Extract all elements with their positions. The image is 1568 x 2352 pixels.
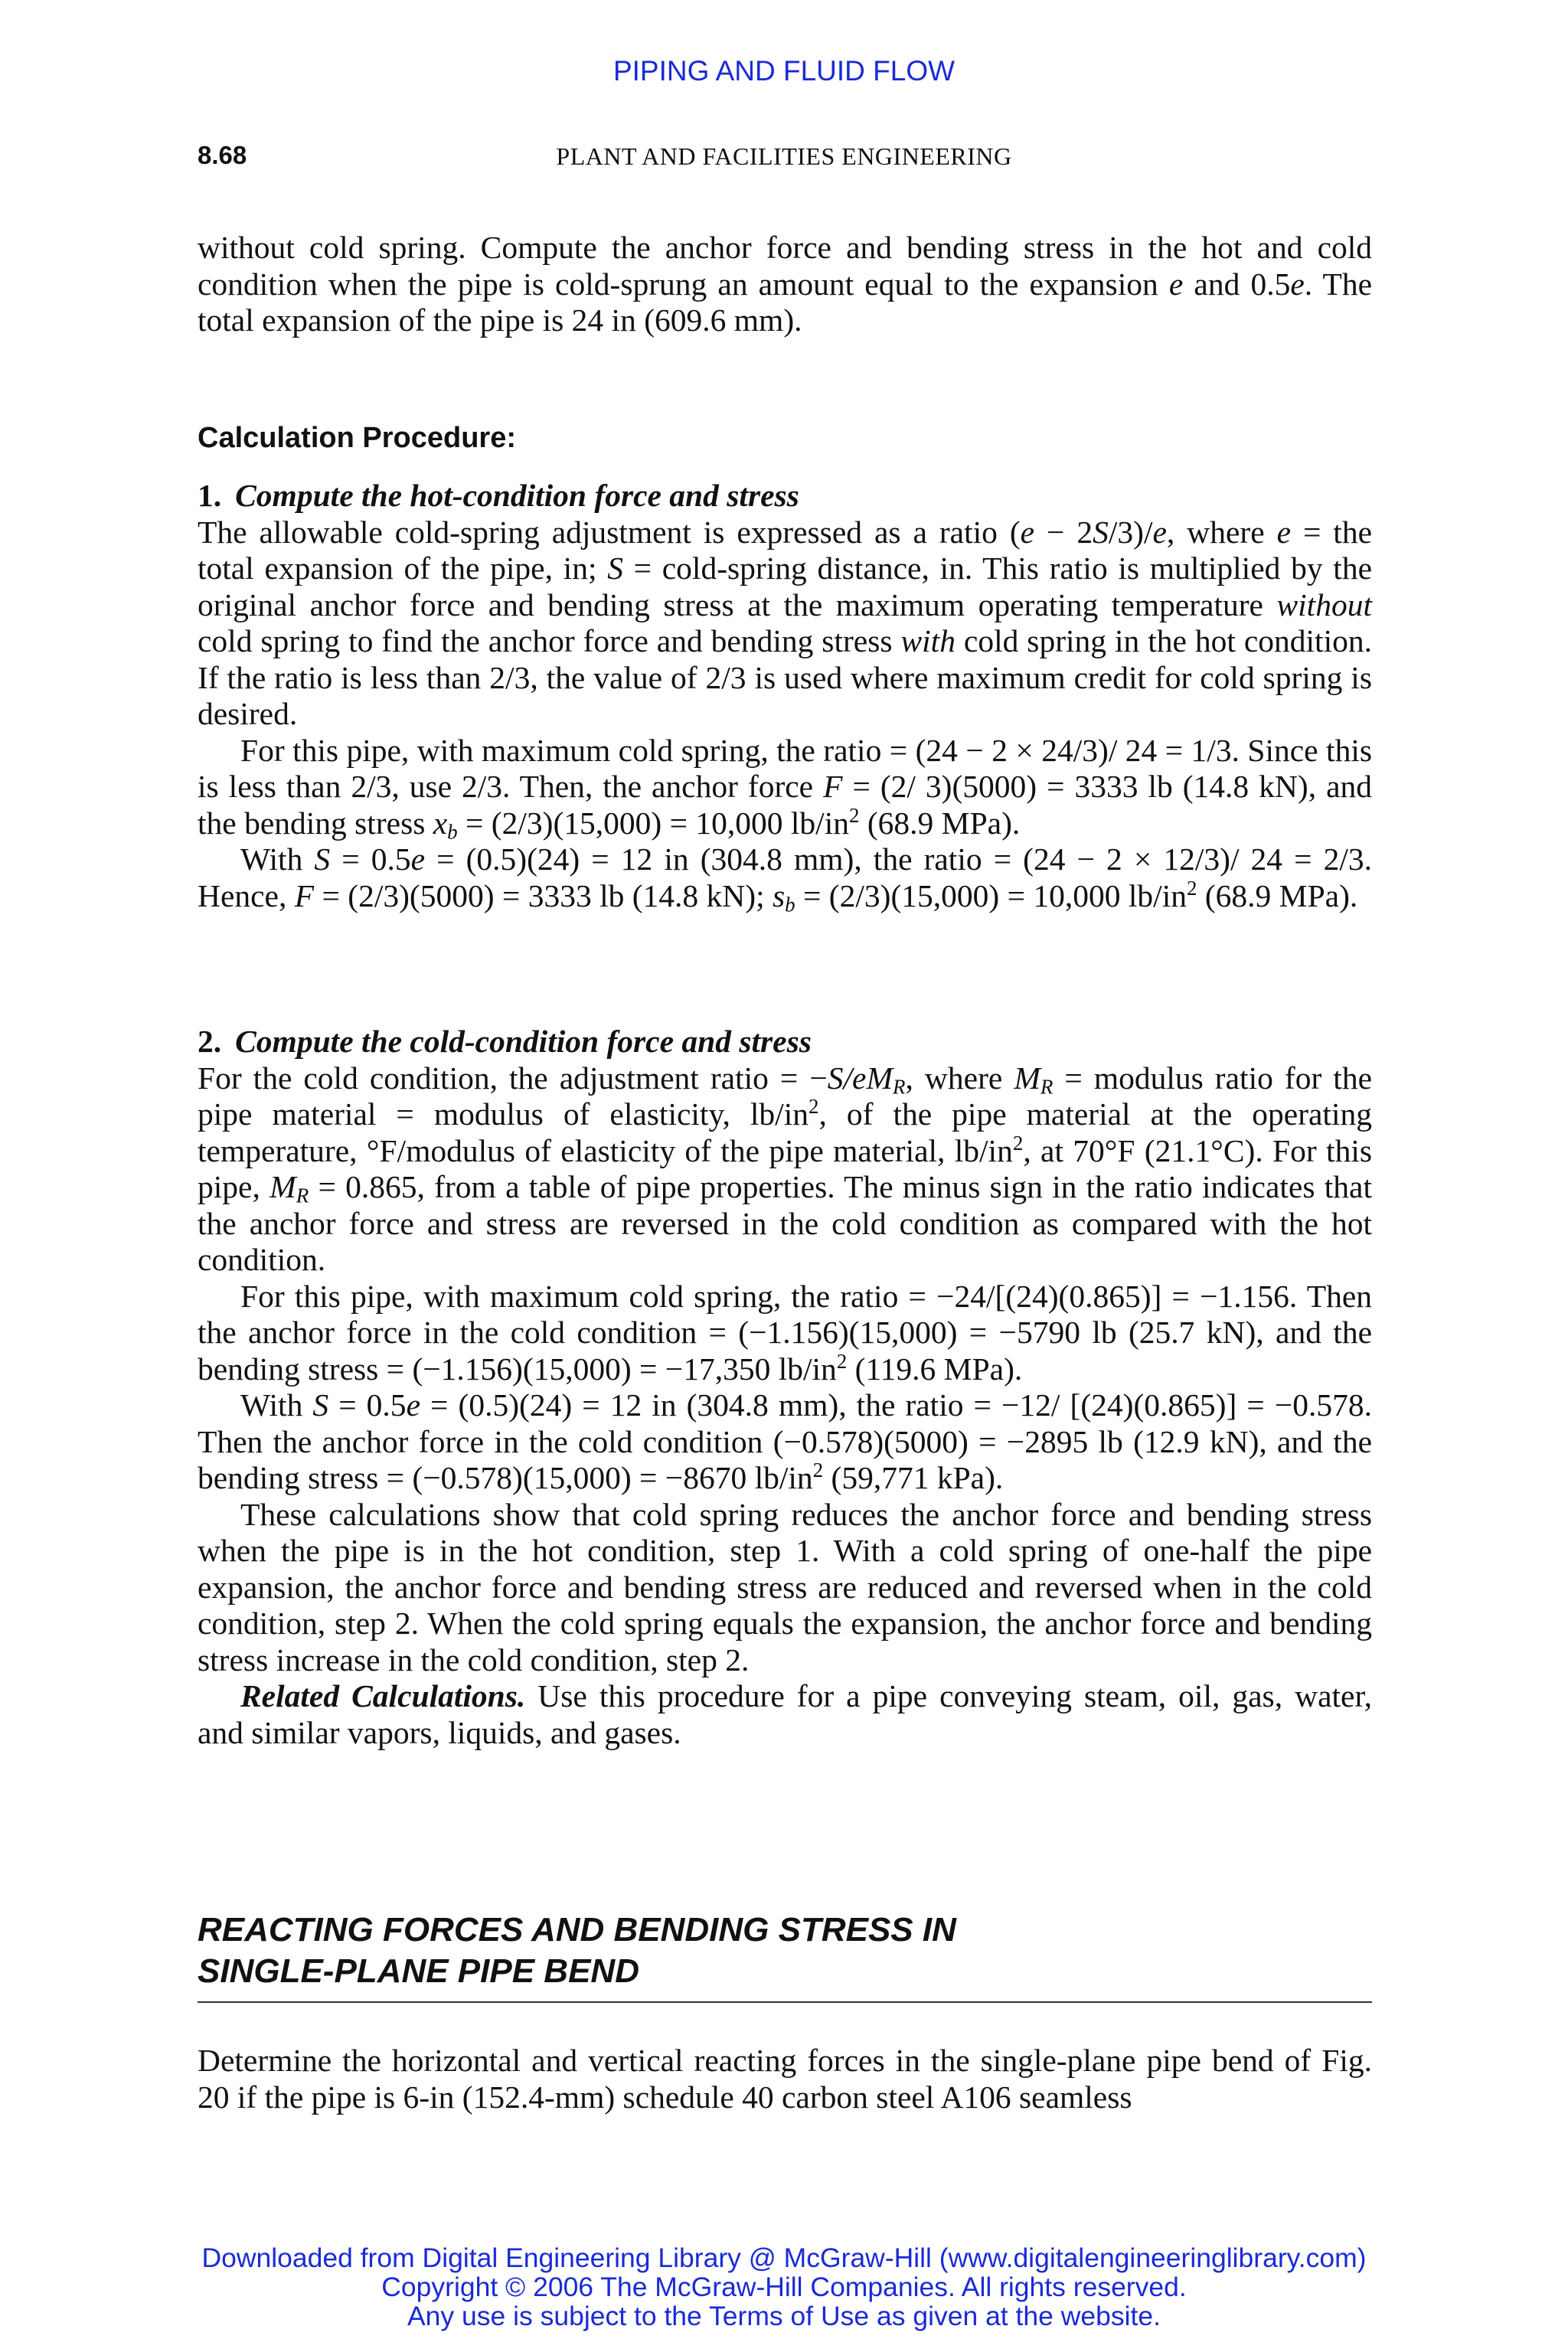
page-number: 8.68 <box>198 141 247 169</box>
section-paragraph: Determine the horizontal and vertical reacting forces in the single-plane pipe bend of Fig. 20 if the pipe is 6-in (152.4-mm) schedule 40 carbon steel A106 seamless <box>198 2043 1372 2115</box>
step-1-heading <box>198 478 1372 514</box>
step-1-paragraph-2: For this pipe, with maximum cold spring, the ratio = (24 − 2 × 24/3)/ 24 = 1/3. Since this is less than 2/3, use 2/3. Then, the anchor force F = (2/ 3)(5000) = 3333 lb (14.8 kN), and the bending stress $x_b = (2/3)(15,000) = 10,000$ $lb/in^2$ (68.9 MPa). <box>198 732 1372 844</box>
step-2-number: 2. <box>198 1024 222 1059</box>
procedure-heading: Calculation Procedure: <box>198 422 516 454</box>
step-1-title: Compute the hot-condition force and stress <box>235 478 799 513</box>
footer-copyright[interactable]: Copyright © 2006 The McGraw-Hill Companies. All rights reserved. <box>381 2272 1187 2302</box>
intro-text: without cold spring. Compute the anchor force and bending stress in the hot and cold condition when the pipe is cold-sprung an amount equal to the expansion e and 0.5e. The total expansion of the pipe is 24 in (609.6 mm). <box>198 230 1373 338</box>
step-2-paragraph-3: With S = 0.5e = (0.5)(24) = 12 in (304.8 mm), the ratio = −12/ [(24)(0.865)] = −0.578. Then the anchor force in the cold condition (−0.578)(5000) = −2895 lb (12.9 kN), and the bending stress = (−0.578)(15,000) = −8670 $lb/in^2$ (59,771 kPa). <box>198 1387 1373 1495</box>
step-2-paragraph-4: These calculations show that cold spring reduces the anchor force and bending stress when the pipe is in the hot condition, step 1. With a cold spring of one-half the pipe expansion, the anchor force and bending stress are reduced and reversed when in the cold condition, step 2. When the cold spring equals the expansion, the anchor force and bending stress increase in the cold condition, step 2. <box>198 1496 1372 1677</box>
step-2-title: Compute the cold-condition force and stress <box>235 1024 812 1059</box>
section-title: REACTING FORCES AND BENDING STRESS IN SINGLE-PLANE PIPE BEND <box>198 1909 1372 2003</box>
step-1-number: 1. <box>198 478 222 513</box>
book-title: PLANT AND FACILITIES ENGINEERING <box>556 142 1012 170</box>
step-2-heading <box>198 1024 1372 1060</box>
running-head: PIPING AND FLUID FLOW <box>612 55 956 87</box>
intro-paragraph <box>198 230 1372 339</box>
step-1-paragraph-1: The allowable cold-spring adjustment is expressed as a ratio (e − 2S/3)/e, where e = the total expansion of the pipe, in; S = cold-spring distance, in. This ratio is multiplied by the original anchor force and bending stress at the maximum operating temperature without cold spring to find the anchor force and bending stress with cold spring in the hot condition. If the ratio is less than 2/3, the value of 2/3 is used where maximum credit for cold spring is desired. <box>198 514 1373 731</box>
step-2-paragraph-1: For the cold condition, the adjustment ratio = $-S/eM_R$, where $M_R$ = modulus ratio for the pipe material = modulus of elasticity, $lb/in^2$, of the pipe material at the operating temperature, °F/modulus of elasticity of the pipe material, $lb/in^2$, at 70°F (21.1°C). For this pipe, $M_R = 0.865$, from a table of pipe properties. The minus sign in the ratio indicates that the anchor force and stress are reversed in the cold condition as compared with the hot condition. <box>198 1060 1372 1277</box>
step-1 <box>198 478 1372 914</box>
step-2 <box>198 1024 1372 1751</box>
step-2-paragraph-2: For this pipe, with maximum cold spring, the ratio = −24/[(24)(0.865)] = −1.156. Then the anchor force in the cold condition = (−1.156)(15,000) = −5790 lb (25.7 kN), and the bending stress = (−1.156)(15,000) = −17,350 $lb/in^2$ (119.6 MPa). <box>198 1278 1372 1387</box>
related-label: Related Calculations. <box>240 1678 526 1713</box>
footer <box>0 2243 1568 2331</box>
step-1-paragraph-3: With S = 0.5e = (0.5)(24) = 12 in (304.8 mm), the ratio = (24 − 2 × 12/3)/ 24 = 2/3. Hence, F = (2/3)(5000) = 3333 lb (14.8 kN); $s_b = (2/3)(15,000) = 10,000$ $lb/in^2$ (68.9 MPa). <box>198 841 1373 916</box>
footer-terms[interactable]: Any use is subject to the Terms of Use as given at the website. <box>407 2301 1161 2331</box>
footer-download-link[interactable]: Downloaded from Digital Engineering Library @ McGraw-Hill (www.digitalengineeringlibrary.com) <box>201 2243 1367 2273</box>
related-calculations: Related Calculations. Use this procedure for a pipe conveying steam, oil, gas, water, and similar vapors, liquids, and gases. <box>198 1678 1372 1750</box>
